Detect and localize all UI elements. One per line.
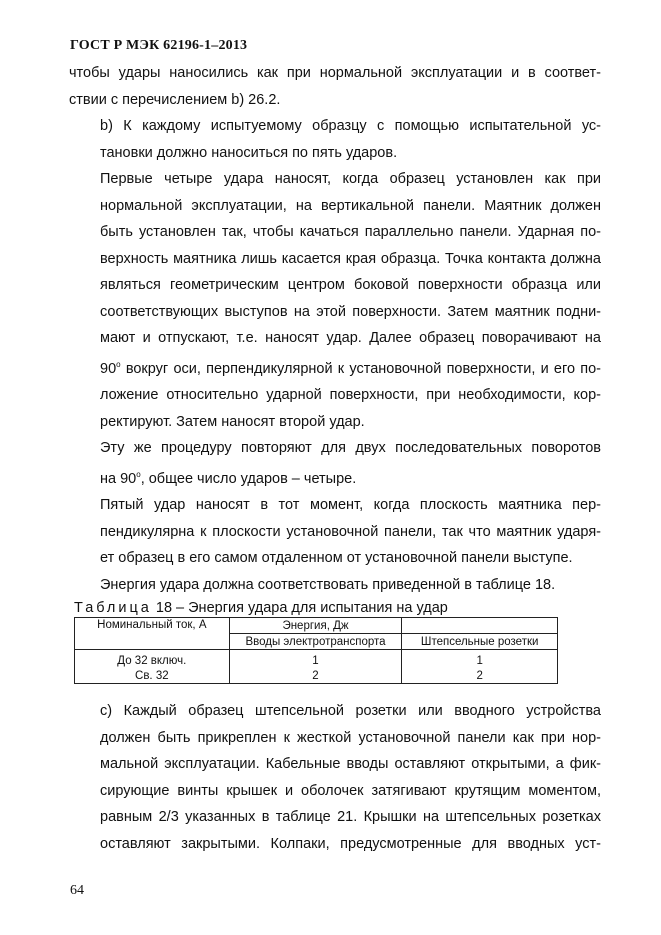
text-line: пендикулярна к плоскости установочной панели, так что маятник ударя- bbox=[100, 523, 601, 540]
document-header: ГОСТ Р МЭК 62196-1–2013 bbox=[70, 38, 248, 53]
degree-sign: o bbox=[116, 359, 121, 369]
text-line: ствии с перечислением b) 26.2. bbox=[69, 91, 281, 108]
header-rated-current: Номинальный ток, А bbox=[75, 618, 230, 650]
text-line: мальной эксплуатации. Кабельные вводы оставляют открытыми, а фик- bbox=[100, 756, 601, 772]
text-line: являться геометрическим центром боковой поверхности образца или bbox=[100, 277, 601, 293]
paragraph-impact-energy bbox=[69, 572, 601, 599]
text-line: должен быть прикреплен к жесткой установочной панели как при нор- bbox=[100, 729, 601, 746]
text-line: сирующие винты крышек и оболочек затягивают крутящим моментом, bbox=[100, 782, 601, 799]
table-caption-label: Таблица bbox=[74, 600, 152, 616]
page-number: 64 bbox=[70, 883, 84, 898]
paragraph-item-b bbox=[69, 113, 601, 166]
header-empty bbox=[402, 618, 558, 634]
header-socket-outlets: Штепсельные розетки bbox=[402, 634, 558, 650]
text-line: быть установлен так, чтобы качаться параллельно панели. Ударная по- bbox=[100, 224, 601, 240]
text-line: оставляют закрытыми. Колпаки, предусмотренные для вводных уст- bbox=[100, 835, 601, 852]
table-header-row bbox=[75, 618, 558, 634]
paragraph-same-procedure bbox=[69, 435, 601, 492]
cell-socket-outlet: 1 bbox=[402, 653, 558, 668]
text-line-degrees: на 90$^o$, общее число ударов – четыре. bbox=[100, 469, 357, 487]
text-line: верхность маятника лишь касается края образца. Точка контакта должна bbox=[100, 250, 601, 267]
cell-socket-outlet: 2 bbox=[402, 668, 558, 684]
text-line: ет образец в его самом отдаленном от установочной панели выступе. bbox=[100, 550, 573, 566]
cell-vehicle-inlet: 1 bbox=[229, 653, 402, 668]
text-line: Первые четыре удара наносят, когда образец установлен как при bbox=[100, 171, 601, 187]
text-line: мают и отпускают, т.е. наносят удар. Далее образец поворачивают на bbox=[100, 330, 601, 346]
text-line: тановки должно наноситься по пять ударов. bbox=[100, 144, 398, 161]
table-row bbox=[75, 668, 558, 684]
table-caption bbox=[74, 600, 448, 616]
text-line: с) Каждый образец штепсельной розетки или вводного устройства bbox=[100, 703, 601, 719]
text-line-degrees: 90$^o$ вокруг оси, перпендикулярной к установочной поверхности, и его по- bbox=[100, 359, 601, 377]
degree-sign: o bbox=[136, 469, 141, 479]
paragraph-continuation bbox=[69, 60, 601, 113]
text-line: ректируют. Затем наносят второй удар. bbox=[100, 413, 365, 430]
text-line: чтобы удары наносились как при нормальной эксплуатации и в соответ- bbox=[69, 65, 601, 81]
body-text-bottom bbox=[69, 698, 601, 857]
paragraph-item-c bbox=[69, 698, 601, 857]
cell-vehicle-inlet: 2 bbox=[229, 668, 402, 684]
cell-current: До 32 включ. bbox=[75, 653, 230, 668]
table-row bbox=[75, 653, 558, 668]
paragraph-fifth-impact bbox=[69, 492, 601, 572]
text-line: равным 2/3 указанных в таблице 21. Крышки на штепсельных розетках bbox=[100, 809, 601, 825]
cell-current: Св. 32 bbox=[75, 668, 230, 684]
text-line: Пятый удар наносят в тот момент, когда плоскость маятника пер- bbox=[100, 497, 601, 513]
text-line: Энергия удара должна соответствовать приведенной в таблице 18. bbox=[100, 576, 556, 593]
text-line: b) К каждому испытуемому образцу с помощью испытательной ус- bbox=[100, 118, 601, 134]
table-caption-title: 18 – Энергия удара для испытания на удар bbox=[151, 600, 448, 616]
paragraph-first-four-impacts bbox=[69, 166, 601, 435]
text-line: соответствующих выступов на этой поверхности. Затем маятник подни- bbox=[100, 303, 601, 320]
text-line: Эту же процедуру повторяют для двух последовательных поворотов bbox=[100, 440, 601, 456]
header-vehicle-inlets: Вводы электротранспорта bbox=[229, 634, 402, 650]
header-energy: Энергия, Дж bbox=[229, 618, 402, 634]
body-text-top bbox=[69, 60, 601, 598]
energy-table bbox=[74, 617, 558, 684]
text-line: ложение относительно ударной поверхности, при необходимости, кор- bbox=[100, 387, 601, 403]
text-line: нормальной эксплуатации, на вертикальной панели. Маятник должен bbox=[100, 197, 601, 214]
